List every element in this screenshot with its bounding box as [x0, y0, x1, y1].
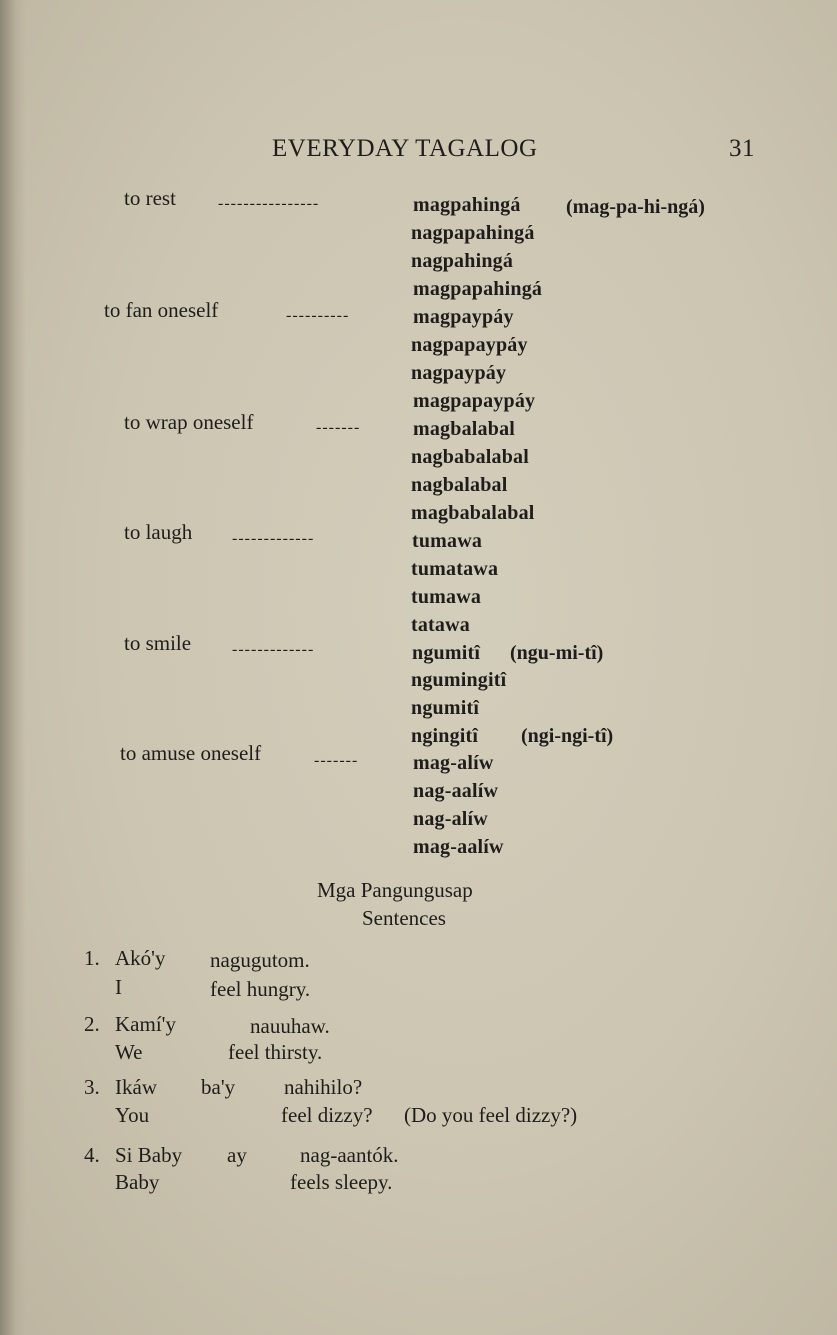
- vocab-english: to laugh: [124, 520, 193, 544]
- vocab-form: nagpapahingá: [411, 222, 535, 244]
- vocab-form: nag-alíw: [413, 808, 488, 830]
- vocab-form: mag-aalíw: [413, 836, 504, 858]
- vocab-form: tatawa: [411, 614, 470, 636]
- sentence-english-word: feel hungry.: [210, 977, 311, 1001]
- section-subtitle: Sentences: [362, 906, 446, 930]
- vocab-form: nagbabalabal: [411, 446, 530, 468]
- vocab-leader: -------: [316, 419, 361, 436]
- vocab-form: ngumitî: [411, 697, 480, 719]
- vocab-form: mag-alíw: [413, 752, 494, 774]
- sentence-english-word: (Do you feel dizzy?): [404, 1103, 578, 1127]
- vocab-leader: -------------: [232, 530, 315, 547]
- sentence-english-word: feel thirsty.: [228, 1040, 323, 1064]
- vocab-english: to fan oneself: [104, 298, 219, 322]
- vocab-leader: -------------: [232, 641, 315, 658]
- sentence-tagalog-word: ba'y: [201, 1075, 236, 1099]
- vocab-form: magpapaypáy: [413, 390, 536, 412]
- vocab-form: tumawa: [411, 586, 482, 608]
- vocab-form: magpahingá: [413, 194, 521, 216]
- vocab-form: nagpahingá: [411, 250, 514, 272]
- sentence-english-word: I: [115, 975, 122, 999]
- vocab-english: to amuse oneself: [120, 741, 262, 765]
- page-binding-shadow: [0, 0, 26, 1335]
- vocab-pronunciation: (mag-pa-hi-ngá): [566, 196, 705, 218]
- sentence-english-word: We: [115, 1040, 143, 1064]
- sentence-english-word: You: [115, 1103, 150, 1127]
- vocab-form: ngumingitî: [411, 669, 507, 691]
- sentence-tagalog-word: Si Baby: [115, 1143, 183, 1167]
- vocab-english: to smile: [124, 631, 192, 655]
- vocab-form: tumawa: [412, 530, 483, 552]
- vocab-english: to rest: [124, 186, 176, 210]
- vocab-form: magpapahingá: [413, 278, 543, 300]
- vocab-pronunciation: (ngu-mi-tî): [510, 642, 604, 664]
- vocab-english: to wrap oneself: [124, 410, 254, 434]
- sentence-tagalog-word: nahihilo?: [284, 1075, 363, 1099]
- sentence-english-word: feel dizzy?: [281, 1103, 373, 1127]
- sentence-tagalog-word: Kamí'y: [115, 1012, 176, 1036]
- vocab-form: nag-aalíw: [413, 780, 499, 802]
- sentence-tagalog-word: nag-aantók.: [300, 1143, 399, 1167]
- sentence-number: 4.: [84, 1143, 100, 1167]
- vocab-form: ngingitî: [411, 725, 479, 747]
- sentence-english-word: Baby: [115, 1170, 160, 1194]
- vocab-pronunciation: (ngi-ngi-tî): [521, 725, 614, 747]
- sentence-number: 1.: [84, 946, 100, 970]
- vocab-form: nagpaypáy: [411, 362, 507, 384]
- vocab-leader: ----------: [286, 307, 350, 324]
- sentence-tagalog-word: Ikáw: [115, 1075, 157, 1099]
- section-title: Mga Pangungusap: [317, 878, 473, 902]
- vocab-form: magpaypáy: [413, 306, 514, 328]
- sentence-tagalog-word: nauuhaw.: [250, 1014, 330, 1038]
- vocab-form: magbalabal: [413, 418, 516, 440]
- sentence-tagalog-word: nagugutom.: [210, 948, 310, 972]
- sentence-number: 2.: [84, 1012, 100, 1036]
- running-title: EVERYDAY TAGALOG: [272, 135, 538, 162]
- vocab-form: magbabalabal: [411, 502, 535, 524]
- vocab-form: tumatawa: [411, 558, 499, 580]
- vocab-leader: -------: [314, 752, 359, 769]
- sentence-number: 3.: [84, 1075, 100, 1099]
- vocab-form: nagpapaypáy: [411, 334, 528, 356]
- page-number: 31: [729, 135, 755, 162]
- sentence-english-word: feels sleepy.: [290, 1170, 393, 1194]
- sentence-tagalog-word: ay: [227, 1143, 247, 1167]
- vocab-form: ngumitî: [412, 642, 481, 664]
- sentence-tagalog-word: Akó'y: [115, 946, 166, 970]
- vocab-leader: ----------------: [218, 195, 320, 212]
- vocab-form: nagbalabal: [411, 474, 508, 496]
